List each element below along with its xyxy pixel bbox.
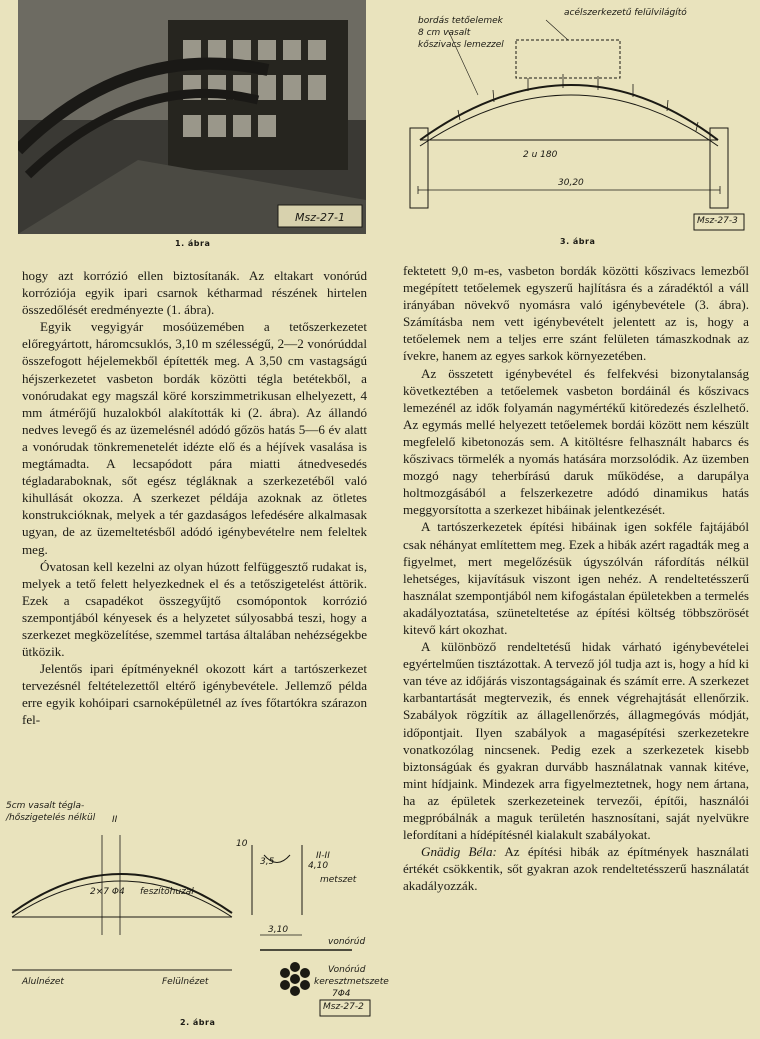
figure-3-label-ribs: bordás tetőelemek <box>418 16 503 26</box>
paragraph: Egyik vegyigyár mosóüzemében a tetőszerkezetet előregyártott, háromcsuklós, 3,10 m szélességű, 2—2 vonórúddal összefogott héjelemekből építették meg. A 3,50 cm vastagságú héjszerkezetet vasbeton bordák közötti tégla betétekből, a vonórudakat egy magszál köré korszimmetrikusan elhelyezett, 4 mm átmérőjű huzalokból alakították ki (2. ábra). Az állandó nedves levegő és az üzemelésnél adódó gőzös hatás 5—6 év alatt a vonórudak tönkremenetelét idézte elő és a héjívek vasalása is megtámadta. A lecsapódott pára miatti átnedvesedés tégladaraboknak, sőt egész tégláknak a szerkezetéből való kihullását okozza. A szerkezet példája azoknak az ötletes konstrukcióknak, melyek a tér gazdaságos lefedésére alkalmasak ugyan, de az üzemeltetésből adódó igénybevételre nem feleltek meg. <box>22 319 367 557</box>
figure-1-tag: Msz-27-1 <box>295 211 345 224</box>
paragraph: hogy azt korrózió ellen biztosítanák. Az eltakart vonórúd korróziója egyik ipari csarnok kétharmad részének hirtelen összedőlését eredményezte (1. ábra). <box>22 268 367 318</box>
figure-2-label-rod-title: Vonórúd <box>328 965 366 975</box>
figure-2-label-rod-wires: 7Φ4 <box>332 989 351 999</box>
signature-paragraph <box>403 843 749 894</box>
figure-2-label-brick: 5cm vasalt tégla- <box>6 801 85 811</box>
figure-1-image <box>18 0 366 234</box>
figure-2-label-top-view: Felülnézet <box>162 977 209 987</box>
left-column <box>22 267 367 729</box>
summary-text: Az építési hibák az építmények használati értékét csökkentik, sőt gyakran azok rendeltetésszerű használatát akadályozzák. <box>403 844 749 894</box>
right-column <box>403 262 749 894</box>
paragraph: Óvatosan kell kezelni az olyan húzott felfüggesztő rudakat is, melyek a tető felett helyezkednek el és a tetőszigetelést áttörik. Ezek a csapadékot összegyűjtő csomópontok korrózió szempontjából kényesek és a helyzetet súlyosabbá teszi, hogy a szerkezet megközelítése, szemmel tartása általában nehézségekbe ütközik. <box>22 558 367 660</box>
figure-2-label-section: metszet <box>320 875 357 885</box>
figure-2-image <box>2 795 372 1023</box>
figure-3-label-span: 2 u 180 <box>523 150 558 160</box>
figure-2-label-section-mark: II <box>112 815 118 825</box>
figure-1-photo <box>18 0 366 234</box>
figure-3-label-skylight: acélszerkezetű felülvilágító <box>564 8 687 18</box>
figure-2-label-dim-3-10: 3,10 <box>268 925 289 935</box>
figure-2-tag: Msz-27-2 <box>323 1002 364 1012</box>
figure-2-label-tension-wire: feszítőhuzal <box>140 887 194 897</box>
figure-2-label-rod-section: keresztmetszete <box>314 977 389 987</box>
paragraph: fektetett 9,0 m-es, vasbeton bordák közötti kőszivacs lemezből megépített tetőelemek egyszerű hajlításra és a záradéktól a váll irányában növekvő nyomásra való igénybevétele (3. ábra). Számításba nem vett igénybevételt jelentett az is, hogy a tetőelemek nem a teljes erre szánt felületen támaszkodnak az ívekre, hanem az egyes sarkok környezetében. <box>403 263 749 364</box>
figure-2-label-insulation: /hőszigetelés nélkül <box>6 813 96 823</box>
figure-3-caption: 3. ábra <box>560 237 596 246</box>
figure-2-caption: 2. ábra <box>180 1018 216 1027</box>
figure-3-drawing <box>398 0 748 240</box>
paragraph: Jelentős ipari építményeknél okozott kárt a tartószerkezet tervezésnél feltételezettől eltérő igénybevétele. Jellemző példa erre egyik kohóipari csarnoképületnél az íves főtartókra szárazon fel- <box>22 661 367 728</box>
paragraph: A különböző rendeltetésű hidak várható igénybevételei egyértelműen tisztázottak. A tervező jól tudja azt is, hogy a híd ki van téve az időjárás viszontagságainak és számít erre. A szerkezet karbantartását megtervezik, és ennek végrehajtását ellenőrzik. Szabályok rögzítik az állagellenőrzés, állagmegóvás módját, időpontjait. Ilyen szabályok a magasépítési szerkezetekre vonatkozólag nincsenek. Pedig ezek a szerkezetek kisebb biztonságúak és gyakran durvább használatnak vannak kitéve, mint hídjaink. Mindezek arra figyelmeztetnek, hogy nem ártana, ha az épületek szerkezeteinek tervezői, építői, használói megpróbálnák a maguk területén hasznosítani, saját nyelvükre lefordítani a hídépítésnél kialakult szabályokat. <box>403 639 749 843</box>
figure-2-label-section-title: II-II <box>316 851 330 861</box>
figure-3-label-length: 30,20 <box>558 178 584 188</box>
figure-2-label-dim-4-10: 4,10 <box>308 861 329 871</box>
author-name: Gnädig Béla: <box>421 844 497 860</box>
figure-2-drawing <box>2 795 389 1023</box>
figure-2-label-bottom-view: Alulnézet <box>22 977 64 987</box>
figure-3-label-slab: kőszivacs lemezzel <box>418 40 504 50</box>
figure-2-label-wires: 2×7 Φ4 <box>90 887 125 897</box>
figure-3-tag: Msz-27-3 <box>697 216 738 226</box>
figure-1-caption: 1. ábra <box>175 239 211 248</box>
figure-3-label-reinforced: 8 cm vasalt <box>418 28 471 38</box>
paragraph: A tartószerkezetek építési hibáinak igen sokféle fajtájából csak néhányat említettem meg. Ezek a hibák azért ragadták meg a figyelmet, mert megelőzésük úgyszólván ráfordítás nélkül lehetséges, kijavításuk viszont igen nehéz. A rendeltetésszerű használat szempontjából nem kifogástalan épületekben a termelés akadályoztatása, szüneteltetése az építési költség többszörösét kitevő kárt okozhat. <box>403 519 749 637</box>
figure-2-label-dim-3-5: 3,5 <box>260 857 275 867</box>
figure-2-label-tie-rod: vonórúd <box>328 937 366 947</box>
figure-2-label-dim-10: 10 <box>236 839 248 849</box>
paragraph: Az összetett igénybevétel és felfekvési bizonytalanság következtében a tetőelemek vasbeton bordáinál és kőszivacs lemezénél az idők folyamán nagymértékű kitöredezés észlelhető. Az egymás mellé helyezett tetőelemek bordái között nem készült megfelelő kibetonozás sem. A kitöltésre felhasznált habarcs és kőszivacs törmelék a nyomás hatására morzsolódik. Az üzemben mozgó nagy teherbírású daruk működése, a darupálya holtmozgásából a felszerkezetre adódó dinamikus hatás meggyorsította a szerkezet hibáinak jelentkezését. <box>403 365 749 518</box>
